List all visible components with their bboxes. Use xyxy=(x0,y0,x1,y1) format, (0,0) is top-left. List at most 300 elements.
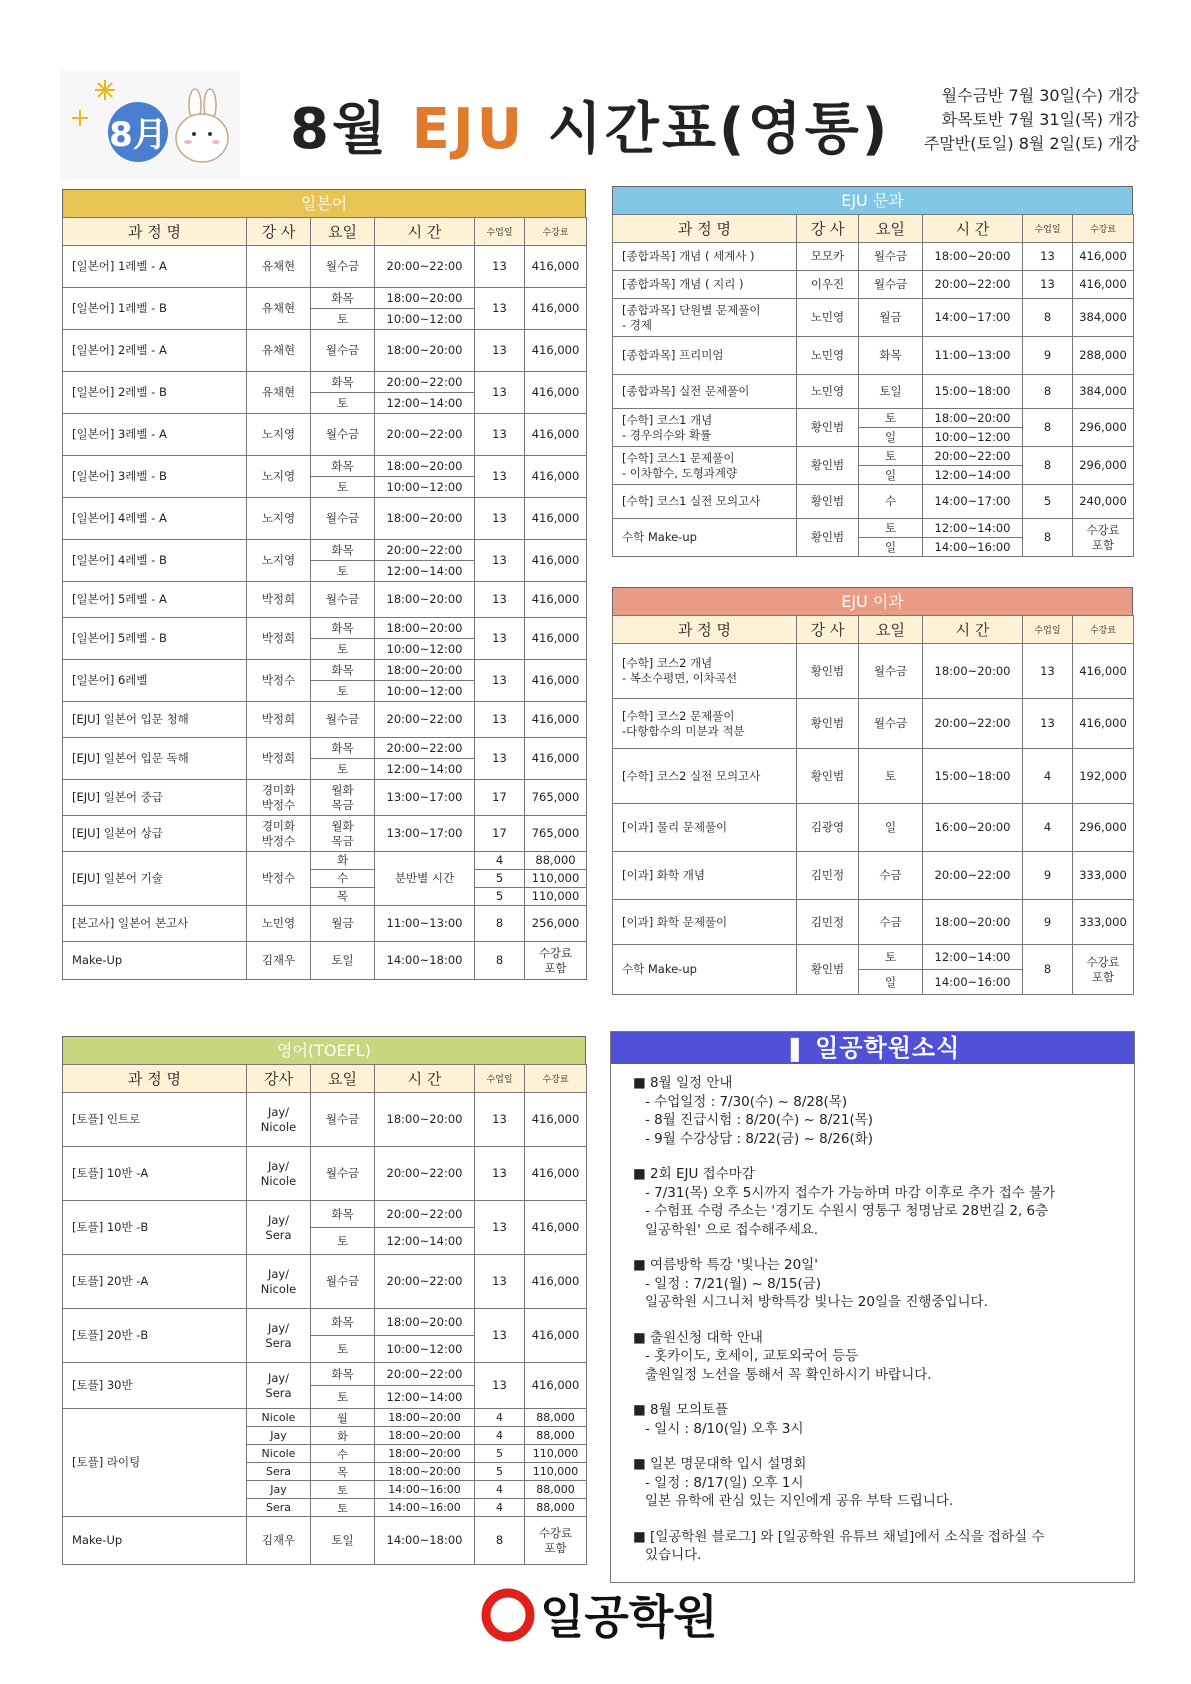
news-item xyxy=(633,1256,1122,1312)
class-time: 10:00~12:00 xyxy=(375,1336,475,1363)
session-count: 9 xyxy=(1023,852,1073,900)
session-count: 8 xyxy=(1023,409,1073,447)
tuition-fee: 416,000 xyxy=(525,1093,587,1147)
news-heading: ■ 2회 EJU 접수마감 xyxy=(633,1166,755,1182)
teacher: 유채현 xyxy=(247,372,311,414)
session-count: 8 xyxy=(475,1517,525,1565)
tuition-fee: 수강료 포함 xyxy=(525,1517,587,1565)
table-header-row xyxy=(613,616,1134,644)
session-count: 4 xyxy=(475,852,525,870)
news-item xyxy=(633,1528,1122,1565)
table-row xyxy=(63,582,587,618)
class-time: 18:00~20:00 xyxy=(375,1427,475,1445)
class-day: 수금 xyxy=(859,852,923,900)
class-day: 화목 xyxy=(859,337,923,375)
news-heading: ■ 출원신청 대학 안내 xyxy=(633,1329,763,1346)
news-detail: 일본 유학에 관심 있는 지인에게 공유 부탁 드립니다. xyxy=(645,1493,954,1509)
class-day: 월수금 xyxy=(311,246,375,288)
course-name: [수학] 코스1 문제풀이 - 이차함수, 도형과계량 xyxy=(613,447,797,485)
course-name: [일본어] 1레벨 - B xyxy=(63,288,247,330)
table-row xyxy=(63,702,587,738)
news-heading: ■ 8월 모의토플 xyxy=(633,1402,729,1418)
table-row xyxy=(63,414,587,456)
science-schedule-panel xyxy=(612,587,1133,995)
opening-line: 주말반(토일) 8월 2일(토) 개강 xyxy=(923,134,1139,153)
teacher: Sera xyxy=(247,1463,311,1481)
news-detail: - 일정 : 8/17(일) 오후 1시 xyxy=(645,1474,804,1491)
course-name: [토플] 10반 -B xyxy=(63,1201,247,1255)
tuition-fee: 110,000 xyxy=(525,870,587,888)
news-detail: - 일정 : 7/21(월) ~ 8/15(금) xyxy=(645,1275,822,1292)
table-header-row xyxy=(613,215,1134,243)
class-time: 20:00~22:00 xyxy=(923,699,1023,749)
course-name: [본고사] 일본어 본고사 xyxy=(63,906,247,942)
teacher: 박정수 xyxy=(247,852,311,906)
opening-line: 월수금반 7월 30일(수) 개강 xyxy=(941,86,1139,105)
course-name: [수학] 코스2 실전 모의고사 xyxy=(613,749,797,804)
page-title xyxy=(290,85,890,165)
session-count: 8 xyxy=(1023,299,1073,337)
class-day: 토 xyxy=(859,519,923,538)
teacher: 노지영 xyxy=(247,414,311,456)
teacher: 김민정 xyxy=(797,852,859,900)
class-day: 월수금 xyxy=(859,644,923,699)
class-time: 12:00~14:00 xyxy=(375,393,475,414)
teacher: 이우진 xyxy=(797,271,859,299)
class-time: 18:00~20:00 xyxy=(923,900,1023,945)
course-name: Make-Up xyxy=(63,1517,247,1565)
class-day: 토일 xyxy=(311,1517,375,1565)
table-row xyxy=(613,485,1134,519)
table-row xyxy=(613,804,1134,852)
table-row xyxy=(613,699,1134,749)
table-row xyxy=(613,409,1134,428)
tuition-fee: 416,000 xyxy=(1073,699,1134,749)
table-row xyxy=(63,618,587,639)
class-time: 18:00~20:00 xyxy=(375,582,475,618)
table-row xyxy=(63,1363,587,1386)
tuition-fee: 333,000 xyxy=(1073,852,1134,900)
session-count: 4 xyxy=(1023,749,1073,804)
tuition-fee: 416,000 xyxy=(525,582,587,618)
table-row xyxy=(63,1309,587,1336)
class-day: 화목 xyxy=(311,1201,375,1228)
class-time: 14:00~17:00 xyxy=(923,485,1023,519)
tuition-fee: 765,000 xyxy=(525,816,587,852)
course-name: [이과] 화학 문제풀이 xyxy=(613,900,797,945)
tuition-fee: 416,000 xyxy=(525,618,587,660)
class-time: 20:00~22:00 xyxy=(375,738,475,759)
session-count: 13 xyxy=(475,414,525,456)
class-time: 12:00~14:00 xyxy=(923,945,1023,970)
table-row xyxy=(613,945,1134,970)
course-name: [일본어] 5레벨 - B xyxy=(63,618,247,660)
session-count: 13 xyxy=(475,330,525,372)
class-day: 화목 xyxy=(311,1309,375,1336)
column-header: 요일 xyxy=(311,218,375,246)
humanities-schedule-panel xyxy=(612,186,1133,557)
teacher: 황인범 xyxy=(797,485,859,519)
class-time: 10:00~12:00 xyxy=(375,681,475,702)
course-name: 수학 Make-up xyxy=(613,519,797,557)
class-day: 토 xyxy=(311,1228,375,1255)
class-day: 토 xyxy=(311,393,375,414)
class-time: 14:00~16:00 xyxy=(375,1481,475,1499)
table-row xyxy=(63,852,587,870)
badge-text: 8月 xyxy=(109,115,167,155)
table-row xyxy=(63,1201,587,1228)
column-header: 수업일 xyxy=(1023,616,1073,644)
table-row xyxy=(63,738,587,759)
logo-text: 일공학원 xyxy=(540,1590,718,1644)
teacher: 노민영 xyxy=(797,375,859,409)
teacher: 황인범 xyxy=(797,699,859,749)
tuition-fee: 416,000 xyxy=(525,288,587,330)
class-day: 월금 xyxy=(859,299,923,337)
column-header: 과 정 명 xyxy=(613,215,797,243)
column-header: 강 사 xyxy=(247,218,311,246)
session-count: 4 xyxy=(475,1481,525,1499)
class-day: 화목 xyxy=(311,618,375,639)
column-header: 강 사 xyxy=(797,616,859,644)
course-name: [수학] 코스2 개념 - 복소수평면, 이차곡선 xyxy=(613,644,797,699)
tuition-fee: 416,000 xyxy=(525,660,587,702)
class-time: 18:00~20:00 xyxy=(923,644,1023,699)
tuition-fee: 416,000 xyxy=(525,330,587,372)
table-row xyxy=(63,246,587,288)
session-count: 17 xyxy=(475,780,525,816)
teacher: Jay/ Sera xyxy=(247,1363,311,1409)
teacher: 황인범 xyxy=(797,749,859,804)
table-row xyxy=(613,447,1134,466)
class-time: 13:00~17:00 xyxy=(375,780,475,816)
teacher: 김광영 xyxy=(797,804,859,852)
teacher: 박정희 xyxy=(247,582,311,618)
class-time: 11:00~13:00 xyxy=(923,337,1023,375)
class-time: 10:00~12:00 xyxy=(375,477,475,498)
class-day: 수금 xyxy=(859,900,923,945)
tuition-fee: 88,000 xyxy=(525,1481,587,1499)
class-time: 15:00~18:00 xyxy=(923,375,1023,409)
title-rest: 시간표(영통) xyxy=(547,97,891,162)
teacher: 노지영 xyxy=(247,456,311,498)
teacher: 황인범 xyxy=(797,945,859,995)
class-time: 10:00~12:00 xyxy=(375,309,475,330)
class-time: 20:00~22:00 xyxy=(375,372,475,393)
academy-news-panel xyxy=(610,1031,1135,1583)
news-body xyxy=(611,1064,1134,1565)
session-count: 4 xyxy=(475,1427,525,1445)
japanese-table xyxy=(62,217,587,980)
table-row xyxy=(63,540,587,561)
table-row xyxy=(613,271,1134,299)
class-day: 일 xyxy=(859,538,923,557)
opening-line: 화목토반 7월 31일(목) 개강 xyxy=(941,110,1139,129)
course-name: [종합과목] 개념 ( 지리 ) xyxy=(613,271,797,299)
session-count: 13 xyxy=(475,540,525,582)
class-time: 20:00~22:00 xyxy=(375,1201,475,1228)
column-header: 과 정 명 xyxy=(63,218,247,246)
course-name: [종합과목] 단원별 문제풀이 - 경제 xyxy=(613,299,797,337)
class-time: 12:00~14:00 xyxy=(375,561,475,582)
class-time: 분반별 시간 xyxy=(375,852,475,906)
class-time: 14:00~18:00 xyxy=(375,942,475,980)
opening-dates xyxy=(924,84,1139,156)
column-header: 과 정 명 xyxy=(613,616,797,644)
course-name: [일본어] 2레벨 - A xyxy=(63,330,247,372)
teacher: 모모카 xyxy=(797,243,859,271)
table-row xyxy=(613,299,1134,337)
table-row xyxy=(63,1409,587,1427)
table-row xyxy=(63,780,587,816)
session-count: 8 xyxy=(475,942,525,980)
class-day: 월수금 xyxy=(311,702,375,738)
class-day: 수 xyxy=(859,485,923,519)
table-header-row xyxy=(63,1065,587,1093)
class-day: 토 xyxy=(311,477,375,498)
teacher: Jay xyxy=(247,1427,311,1445)
session-count: 13 xyxy=(1023,699,1073,749)
news-heading: ■ 8월 일정 안내 xyxy=(633,1075,733,1091)
session-count: 13 xyxy=(475,618,525,660)
class-time: 12:00~14:00 xyxy=(923,466,1023,485)
column-header: 요일 xyxy=(859,215,923,243)
course-name: Make-Up xyxy=(63,942,247,980)
tuition-fee: 416,000 xyxy=(525,540,587,582)
class-time: 12:00~14:00 xyxy=(923,519,1023,538)
teacher: Sera xyxy=(247,1499,311,1517)
class-day: 토 xyxy=(859,945,923,970)
class-time: 14:00~16:00 xyxy=(375,1499,475,1517)
course-name: [일본어] 3레벨 - B xyxy=(63,456,247,498)
teacher: 박정희 xyxy=(247,738,311,780)
tuition-fee: 416,000 xyxy=(525,702,587,738)
course-name: [토플] 10반 -A xyxy=(63,1147,247,1201)
news-bar-icon: ❚ xyxy=(784,1034,816,1062)
course-name: [EJU] 일본어 기술 xyxy=(63,852,247,906)
column-header: 수강료 xyxy=(1073,215,1134,243)
class-day: 월수금 xyxy=(311,582,375,618)
class-day: 화 xyxy=(311,852,375,870)
course-name: [일본어] 3레벨 - A xyxy=(63,414,247,456)
teacher: 경미화 박정수 xyxy=(247,816,311,852)
session-count: 8 xyxy=(475,906,525,942)
course-name: [이과] 화학 개념 xyxy=(613,852,797,900)
column-header: 수강료 xyxy=(525,218,587,246)
session-count: 17 xyxy=(475,816,525,852)
news-heading: ■ [일공학원 블로그] 와 [일공학원 유튜브 채널]에서 소식을 접하실 수 xyxy=(633,1528,1045,1545)
class-time: 20:00~22:00 xyxy=(923,271,1023,299)
tuition-fee: 240,000 xyxy=(1073,485,1134,519)
teacher: 유채현 xyxy=(247,288,311,330)
session-count: 13 xyxy=(475,702,525,738)
class-day: 화목 xyxy=(311,738,375,759)
table-row xyxy=(63,1093,587,1147)
tuition-fee: 416,000 xyxy=(1073,243,1134,271)
tuition-fee: 88,000 xyxy=(525,1427,587,1445)
tuition-fee: 110,000 xyxy=(525,1445,587,1463)
column-header: 강 사 xyxy=(797,215,859,243)
tuition-fee: 416,000 xyxy=(525,456,587,498)
teacher: 노민영 xyxy=(797,337,859,375)
teacher: 노민영 xyxy=(797,299,859,337)
teacher: 김재우 xyxy=(247,942,311,980)
tuition-fee: 88,000 xyxy=(525,1409,587,1427)
class-time: 18:00~20:00 xyxy=(375,1309,475,1336)
class-time: 14:00~18:00 xyxy=(375,1517,475,1565)
session-count: 9 xyxy=(1023,900,1073,945)
class-time: 18:00~20:00 xyxy=(375,1445,475,1463)
class-day: 토 xyxy=(311,1386,375,1409)
course-name: [일본어] 6레벨 xyxy=(63,660,247,702)
column-header: 수강료 xyxy=(1073,616,1134,644)
table-row xyxy=(613,375,1134,409)
class-time: 16:00~20:00 xyxy=(923,804,1023,852)
session-count: 4 xyxy=(475,1499,525,1517)
tuition-fee: 192,000 xyxy=(1073,749,1134,804)
class-day: 화목 xyxy=(311,1363,375,1386)
teacher: Jay/ Nicole xyxy=(247,1147,311,1201)
session-count: 13 xyxy=(475,1255,525,1309)
teacher: 박정수 xyxy=(247,660,311,702)
teacher: 박정희 xyxy=(247,618,311,660)
session-count: 13 xyxy=(1023,271,1073,299)
session-count: 13 xyxy=(475,288,525,330)
news-detail: 있습니다. xyxy=(645,1547,702,1563)
class-day: 토 xyxy=(859,409,923,428)
tuition-fee: 88,000 xyxy=(525,852,587,870)
class-time: 20:00~22:00 xyxy=(923,852,1023,900)
news-detail: - 9월 수강상담 : 8/22(금) ~ 8/26(화) xyxy=(645,1130,874,1147)
teacher: 황인범 xyxy=(797,519,859,557)
news-detail: - 홋카이도, 호세이, 교토외국어 등등 xyxy=(645,1348,859,1364)
news-detail: - 수업일정 : 7/30(수) ~ 8/28(목) xyxy=(645,1093,848,1110)
class-time: 20:00~22:00 xyxy=(375,246,475,288)
news-item xyxy=(633,1401,1122,1438)
session-count: 13 xyxy=(1023,243,1073,271)
course-name: [토플] 30반 xyxy=(63,1363,247,1409)
class-day: 토 xyxy=(859,447,923,466)
column-header: 수업일 xyxy=(475,218,525,246)
course-name: [토플] 인트로 xyxy=(63,1093,247,1147)
table-row xyxy=(613,852,1134,900)
class-day: 화목 xyxy=(311,288,375,309)
session-count: 4 xyxy=(1023,804,1073,852)
table-row xyxy=(63,1255,587,1309)
column-header: 시 간 xyxy=(923,616,1023,644)
class-day: 월수금 xyxy=(311,1255,375,1309)
course-name: [일본어] 4레벨 - B xyxy=(63,540,247,582)
table-row xyxy=(63,330,587,372)
class-time: 18:00~20:00 xyxy=(375,618,475,639)
session-count: 13 xyxy=(475,246,525,288)
tuition-fee: 110,000 xyxy=(525,1463,587,1481)
tuition-fee: 수강료 포함 xyxy=(525,942,587,980)
course-name: [종합과목] 실전 문제풀이 xyxy=(613,375,797,409)
teacher: 경미화 박정수 xyxy=(247,780,311,816)
tuition-fee: 384,000 xyxy=(1073,299,1134,337)
class-time: 18:00~20:00 xyxy=(375,1409,475,1427)
teacher: Nicole xyxy=(247,1445,311,1463)
tuition-fee: 288,000 xyxy=(1073,337,1134,375)
table-row xyxy=(63,456,587,477)
class-day: 토 xyxy=(311,1499,375,1517)
session-count: 13 xyxy=(475,582,525,618)
course-name: [토플] 20반 -B xyxy=(63,1309,247,1363)
news-detail: - 8월 진급시험 : 8/20(수) ~ 8/21(목) xyxy=(645,1112,874,1128)
class-day: 월수금 xyxy=(859,243,923,271)
class-time: 20:00~22:00 xyxy=(375,414,475,456)
class-day: 월금 xyxy=(311,906,375,942)
class-time: 18:00~20:00 xyxy=(923,243,1023,271)
course-name: [EJU] 일본어 입문 청해 xyxy=(63,702,247,738)
class-day: 토 xyxy=(311,561,375,582)
course-name: [EJU] 일본어 입문 독해 xyxy=(63,738,247,780)
class-time: 13:00~17:00 xyxy=(375,816,475,852)
teacher: 노민영 xyxy=(247,906,311,942)
session-count: 13 xyxy=(475,1201,525,1255)
class-time: 14:00~17:00 xyxy=(923,299,1023,337)
tuition-fee: 416,000 xyxy=(525,372,587,414)
course-name: [토플] 라이팅 xyxy=(63,1409,247,1517)
teacher: Jay/ Nicole xyxy=(247,1093,311,1147)
table-row xyxy=(613,749,1134,804)
news-detail: 일공학원 시그니처 방학특강 빛나는 20일을 진행중입니다. xyxy=(645,1294,988,1310)
session-count: 8 xyxy=(1023,375,1073,409)
teacher: 노지영 xyxy=(247,540,311,582)
class-day: 토 xyxy=(311,639,375,660)
class-time: 14:00~16:00 xyxy=(923,970,1023,995)
academy-logo xyxy=(478,1585,728,1645)
table-row xyxy=(63,816,587,852)
class-time: 18:00~20:00 xyxy=(923,409,1023,428)
column-header: 수강료 xyxy=(525,1065,587,1093)
tuition-fee: 296,000 xyxy=(1073,447,1134,485)
session-count: 5 xyxy=(475,888,525,906)
teacher: 김재우 xyxy=(247,1517,311,1565)
course-name: [일본어] 5레벨 - A xyxy=(63,582,247,618)
japanese-schedule-panel xyxy=(62,189,586,980)
teacher: Jay/ Sera xyxy=(247,1201,311,1255)
course-name: [토플] 20반 -A xyxy=(63,1255,247,1309)
session-count: 13 xyxy=(475,1363,525,1409)
class-time: 20:00~22:00 xyxy=(375,540,475,561)
toefl-schedule-panel xyxy=(62,1036,586,1565)
course-name: [종합과목] 프리미엄 xyxy=(613,337,797,375)
class-time: 18:00~20:00 xyxy=(375,498,475,540)
tuition-fee: 256,000 xyxy=(525,906,587,942)
session-count: 13 xyxy=(475,456,525,498)
class-time: 20:00~22:00 xyxy=(375,1147,475,1201)
column-header: 시 간 xyxy=(375,1065,475,1093)
tuition-fee: 416,000 xyxy=(525,498,587,540)
teacher: 유채현 xyxy=(247,246,311,288)
class-day: 월 xyxy=(311,1409,375,1427)
session-count: 13 xyxy=(475,372,525,414)
session-count: 5 xyxy=(475,1463,525,1481)
teacher: 박정희 xyxy=(247,702,311,738)
news-item xyxy=(633,1455,1122,1511)
news-detail: 일공학원' 으로 접수해주세요. xyxy=(645,1221,819,1238)
column-header: 시 간 xyxy=(923,215,1023,243)
course-name: [일본어] 1레벨 - A xyxy=(63,246,247,288)
class-time: 12:00~14:00 xyxy=(375,1386,475,1409)
table-row xyxy=(613,337,1134,375)
session-count: 13 xyxy=(475,738,525,780)
column-header: 시 간 xyxy=(375,218,475,246)
table-row xyxy=(613,243,1134,271)
session-count: 9 xyxy=(1023,337,1073,375)
